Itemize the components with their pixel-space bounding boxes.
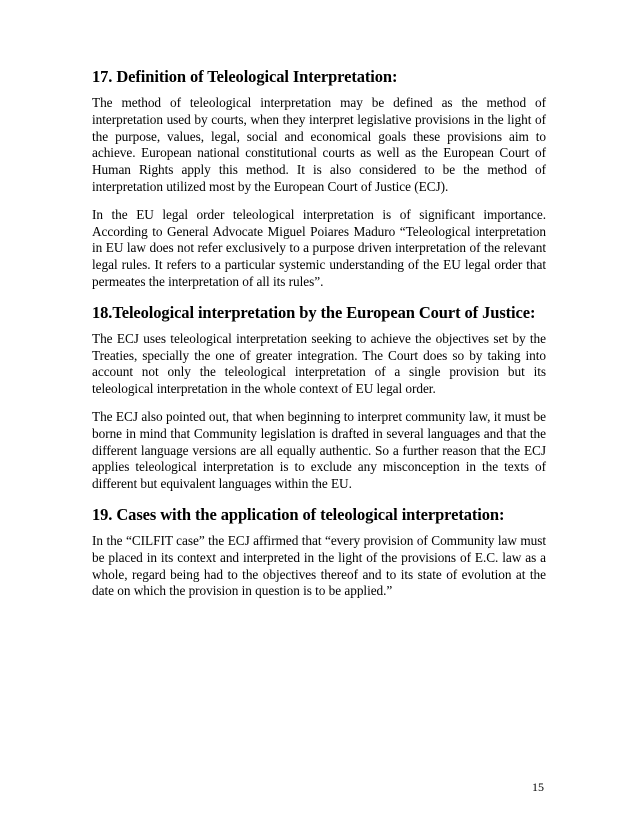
paragraph: The ECJ also pointed out, that when beginning to interpret community law, it must be borne in mind that Community legislation is drafted in several languages and that the different language versions are all equally authentic. So a further reason that the ECJ applies teleological interpretation is to exclude any misconception in the texts of different but equivalent languages within the EU. [92,408,546,492]
paragraph: The ECJ uses teleological interpretation seeking to achieve the objectives set by the Treaties, specially the one of greater integration. The Court does so by taking into account not only the teleological interpretation of a single provision but its teleological interpretation in the whole context of EU legal order. [92,330,546,397]
section-17 [92,66,546,291]
section-heading: 17. Definition of Teleological Interpretation: [92,67,398,86]
paragraph: In the “CILFIT case” the ECJ affirmed that “every provision of Community law must be placed in its context and interpreted in the light of the provisions of E.C. law as a whole, regard being had to the objectives thereof and to its state of evolution at the date on which the provision in question is to be applied.” [92,532,546,599]
page-number: 15 [532,780,544,794]
section-19 [92,504,546,600]
section-heading: 19. Cases with the application of teleological interpretation: [92,504,505,524]
section-heading: 18.Teleological interpretation by the European Court of Justice: [92,302,536,322]
section-18 [92,302,546,493]
paragraph: The method of teleological interpretation may be defined as the method of interpretation used by courts, when they interpret legislative provisions in the light of the purpose, values, legal, social and economical goals these provisions aim to achieve. European national constitutional courts as well as the European Court of Human Rights apply this method. It is also considered to be the method of interpretation utilized most by the European Court of Justice (ECJ). [92,95,546,194]
document-page [92,66,546,611]
paragraph: In the EU legal order teleological interpretation is of significant importance. According to General Advocate Miguel Poiares Maduro “Teleological interpretation in EU law does not refer exclusively to a purpose driven interpretation of the relevant legal rules. It refers to a particular systemic understanding of the EU legal order that permeates the interpretation of all its rules”. [92,206,546,289]
